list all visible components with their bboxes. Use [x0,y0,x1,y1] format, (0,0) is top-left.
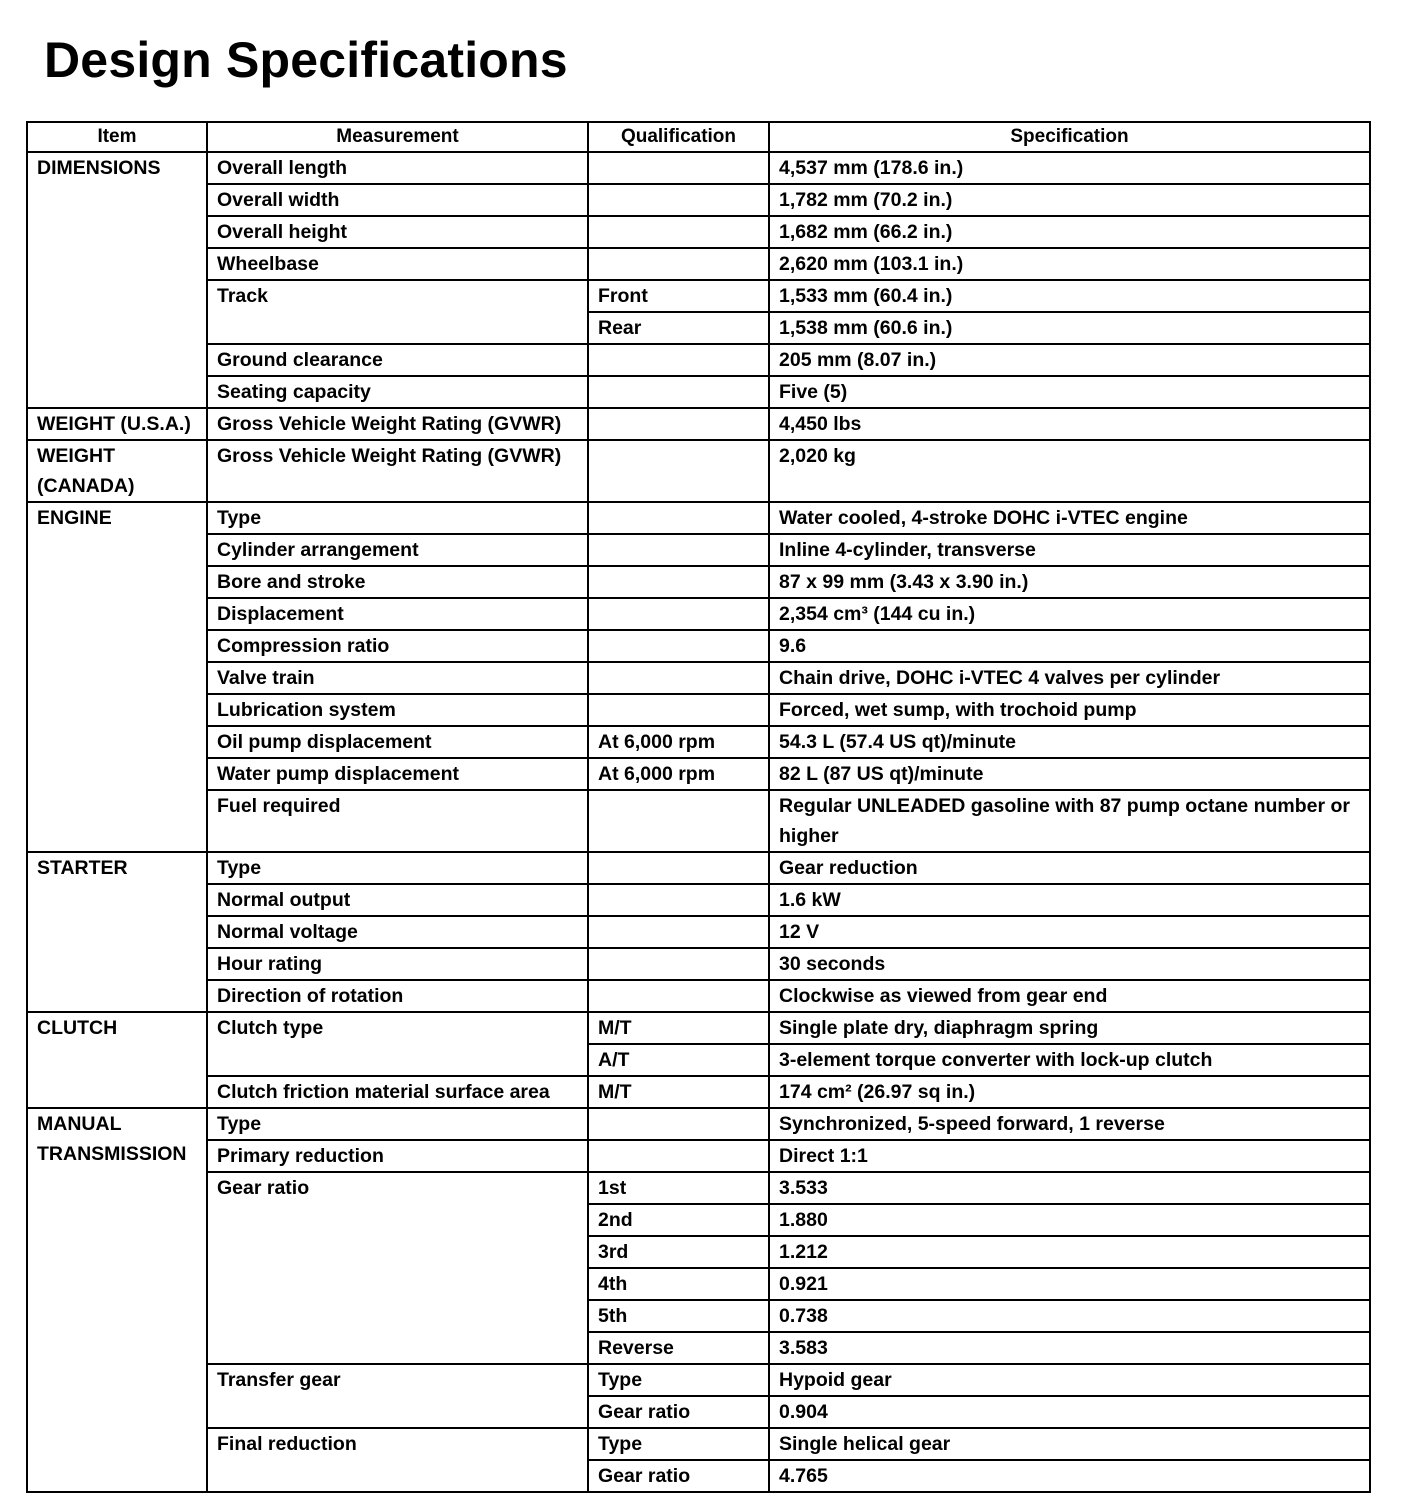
item-cell: DIMENSIONS [27,152,207,408]
qualification-cell [588,916,769,948]
measurement-cell: Track [207,280,588,344]
specification-cell: 3.583 [769,1332,1370,1364]
specification-cell: 1.880 [769,1204,1370,1236]
table-row [27,790,1370,852]
table-row [27,662,1370,694]
specification-cell: 174 cm² (26.97 sq in.) [769,1076,1370,1108]
measurement-cell: Compression ratio [207,630,588,662]
table-row [27,1364,1370,1396]
specification-cell: Forced, wet sump, with trochoid pump [769,694,1370,726]
measurement-cell: Normal voltage [207,916,588,948]
measurement-cell: Seating capacity [207,376,588,408]
specification-cell: 1,682 mm (66.2 in.) [769,216,1370,248]
qualification-cell: Gear ratio [588,1396,769,1428]
specification-cell: 1,533 mm (60.4 in.) [769,280,1370,312]
specification-cell: 2,020 kg [769,440,1370,502]
specification-cell: 3.533 [769,1172,1370,1204]
qualification-cell [588,440,769,502]
qualification-cell: Rear [588,312,769,344]
specification-cell: 3-element torque converter with lock-up clutch [769,1044,1370,1076]
table-row [27,440,1370,502]
table-row [27,694,1370,726]
qualification-cell [588,884,769,916]
table-row [27,758,1370,790]
table-row [27,566,1370,598]
table-row [27,630,1370,662]
table-row [27,726,1370,758]
qualification-cell [588,408,769,440]
qualification-cell [588,980,769,1012]
item-cell: MANUAL TRANSMISSION [27,1108,207,1492]
measurement-cell: Displacement [207,598,588,630]
specification-cell: 9.6 [769,630,1370,662]
table-row [27,248,1370,280]
measurement-cell: Overall width [207,184,588,216]
specification-cell: 0.904 [769,1396,1370,1428]
qualification-cell [588,662,769,694]
specification-cell: 2,354 cm³ (144 cu in.) [769,598,1370,630]
measurement-cell: Gross Vehicle Weight Rating (GVWR) [207,408,588,440]
qualification-cell: 3rd [588,1236,769,1268]
specification-cell: 1,538 mm (60.6 in.) [769,312,1370,344]
table-row [27,1076,1370,1108]
specification-cell: 4,450 lbs [769,408,1370,440]
measurement-cell: Type [207,1108,588,1140]
measurement-cell: Direction of rotation [207,980,588,1012]
measurement-cell: Fuel required [207,790,588,852]
specification-cell: Water cooled, 4-stroke DOHC i-VTEC engine [769,502,1370,534]
table-row [27,1108,1370,1140]
table-row [27,1140,1370,1172]
qualification-cell: 2nd [588,1204,769,1236]
header-specification: Specification [769,122,1370,152]
qualification-cell: Front [588,280,769,312]
specification-cell: 87 x 99 mm (3.43 x 3.90 in.) [769,566,1370,598]
measurement-cell: Gross Vehicle Weight Rating (GVWR) [207,440,588,502]
design-specifications-table [26,121,1371,1493]
table-row [27,376,1370,408]
qualification-cell [588,216,769,248]
table-row [27,280,1370,312]
table-row [27,408,1370,440]
qualification-cell: A/T [588,1044,769,1076]
specification-cell: 2,620 mm (103.1 in.) [769,248,1370,280]
measurement-cell: Bore and stroke [207,566,588,598]
measurement-cell: Wheelbase [207,248,588,280]
specification-cell: Five (5) [769,376,1370,408]
item-cell: ENGINE [27,502,207,852]
table-row [27,916,1370,948]
qualification-cell: At 6,000 rpm [588,726,769,758]
item-cell: STARTER [27,852,207,1012]
table-header-row [27,122,1370,152]
table-row [27,344,1370,376]
measurement-cell: Hour rating [207,948,588,980]
qualification-cell [588,598,769,630]
specification-cell: 1.212 [769,1236,1370,1268]
measurement-cell: Overall height [207,216,588,248]
measurement-cell: Ground clearance [207,344,588,376]
page-title: Design Specifications [44,32,568,88]
measurement-cell: Normal output [207,884,588,916]
item-cell: CLUTCH [27,1012,207,1108]
specification-cell: Clockwise as viewed from gear end [769,980,1370,1012]
measurement-cell: Transfer gear [207,1364,588,1428]
table-row [27,152,1370,184]
measurement-cell: Clutch friction material surface area [207,1076,588,1108]
specification-cell: 4.765 [769,1460,1370,1492]
table-row [27,980,1370,1012]
qualification-cell [588,248,769,280]
specification-cell: Direct 1:1 [769,1140,1370,1172]
specification-cell: Inline 4-cylinder, transverse [769,534,1370,566]
specification-cell: 1.6 kW [769,884,1370,916]
table-body [27,152,1370,1492]
table-row [27,534,1370,566]
specification-cell: Synchronized, 5-speed forward, 1 reverse [769,1108,1370,1140]
specification-cell: Gear reduction [769,852,1370,884]
measurement-cell: Water pump displacement [207,758,588,790]
specification-cell: Chain drive, DOHC i-VTEC 4 valves per cylinder [769,662,1370,694]
table-row [27,598,1370,630]
specification-cell: Single helical gear [769,1428,1370,1460]
specification-cell: Hypoid gear [769,1364,1370,1396]
qualification-cell [588,566,769,598]
specification-cell: 1,782 mm (70.2 in.) [769,184,1370,216]
table-row [27,852,1370,884]
qualification-cell: Type [588,1364,769,1396]
table-row [27,216,1370,248]
measurement-cell: Final reduction [207,1428,588,1492]
specification-cell: 0.921 [769,1268,1370,1300]
table-row [27,1428,1370,1460]
measurement-cell: Gear ratio [207,1172,588,1364]
qualification-cell: Reverse [588,1332,769,1364]
measurement-cell: Cylinder arrangement [207,534,588,566]
measurement-cell: Primary reduction [207,1140,588,1172]
specification-cell: 0.738 [769,1300,1370,1332]
qualification-cell [588,694,769,726]
header-item: Item [27,122,207,152]
qualification-cell [588,502,769,534]
specification-cell: 12 V [769,916,1370,948]
item-cell: WEIGHT (CANADA) [27,440,207,502]
qualification-cell [588,630,769,662]
qualification-cell [588,184,769,216]
qualification-cell [588,948,769,980]
qualification-cell: Type [588,1428,769,1460]
qualification-cell [588,376,769,408]
measurement-cell: Oil pump displacement [207,726,588,758]
measurement-cell: Clutch type [207,1012,588,1076]
qualification-cell [588,344,769,376]
table-row [27,948,1370,980]
qualification-cell: 4th [588,1268,769,1300]
qualification-cell [588,852,769,884]
qualification-cell: 1st [588,1172,769,1204]
qualification-cell: At 6,000 rpm [588,758,769,790]
table-row [27,1172,1370,1204]
specification-cell: 4,537 mm (178.6 in.) [769,152,1370,184]
measurement-cell: Type [207,502,588,534]
specification-cell: Single plate dry, diaphragm spring [769,1012,1370,1044]
qualification-cell [588,1140,769,1172]
qualification-cell [588,790,769,852]
table-row [27,1012,1370,1044]
qualification-cell [588,534,769,566]
table-row [27,502,1370,534]
qualification-cell [588,152,769,184]
qualification-cell: Gear ratio [588,1460,769,1492]
header-measurement: Measurement [207,122,588,152]
item-cell: WEIGHT (U.S.A.) [27,408,207,440]
measurement-cell: Type [207,852,588,884]
measurement-cell: Valve train [207,662,588,694]
qualification-cell [588,1108,769,1140]
measurement-cell: Overall length [207,152,588,184]
table-row [27,184,1370,216]
qualification-cell: M/T [588,1012,769,1044]
specification-cell: 30 seconds [769,948,1370,980]
header-qualification: Qualification [588,122,769,152]
specification-cell: Regular UNLEADED gasoline with 87 pump octane number or higher [769,790,1370,852]
specification-cell: 205 mm (8.07 in.) [769,344,1370,376]
measurement-cell: Lubrication system [207,694,588,726]
qualification-cell: M/T [588,1076,769,1108]
specification-cell: 54.3 L (57.4 US qt)/minute [769,726,1370,758]
qualification-cell: 5th [588,1300,769,1332]
table-row [27,884,1370,916]
specification-cell: 82 L (87 US qt)/minute [769,758,1370,790]
